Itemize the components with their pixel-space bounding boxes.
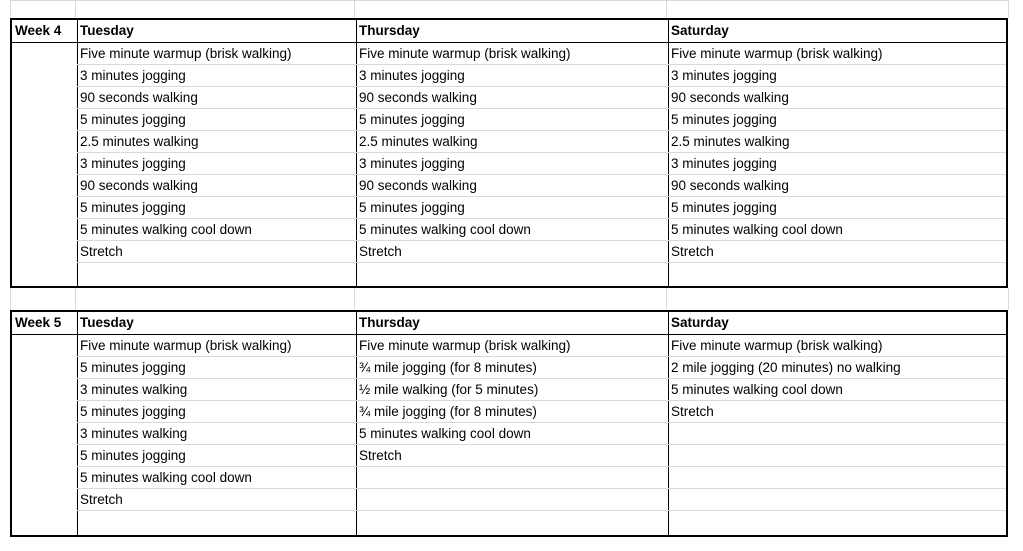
workout-step[interactable]: Stretch <box>668 241 1006 263</box>
workout-step[interactable]: 90 seconds walking <box>668 175 1006 197</box>
workout-step[interactable]: 3 minutes walking <box>77 423 356 445</box>
workout-step[interactable]: 5 minutes jogging <box>77 109 356 131</box>
workout-step[interactable]: Stretch <box>77 241 356 263</box>
empty-cell[interactable] <box>356 467 668 489</box>
workout-step[interactable]: 3 minutes jogging <box>668 65 1006 87</box>
empty-cell[interactable] <box>668 511 1006 533</box>
day-header[interactable]: Thursday <box>356 20 668 43</box>
gridline <box>75 288 76 310</box>
week-5-block <box>10 310 1008 537</box>
day-column-saturday <box>668 20 1006 286</box>
workout-step[interactable]: Five minute warmup (brisk walking) <box>668 335 1006 357</box>
workout-step[interactable]: 3 minutes jogging <box>77 153 356 175</box>
workout-step[interactable]: Stretch <box>77 489 356 511</box>
empty-cell[interactable] <box>668 263 1006 285</box>
empty-cell[interactable] <box>668 467 1006 489</box>
workout-step[interactable]: 90 seconds walking <box>77 175 356 197</box>
empty-cell[interactable] <box>356 489 668 511</box>
gridline <box>666 288 667 310</box>
workout-step[interactable]: 5 minutes walking cool down <box>356 423 668 445</box>
gridline <box>10 288 11 310</box>
workout-step[interactable]: 5 minutes jogging <box>77 357 356 379</box>
workout-step[interactable]: 90 seconds walking <box>77 87 356 109</box>
empty-cell[interactable] <box>668 423 1006 445</box>
workout-step[interactable]: ¾ mile jogging (for 8 minutes) <box>356 401 668 423</box>
empty-cell[interactable] <box>77 511 356 533</box>
workout-step[interactable]: 5 minutes jogging <box>77 197 356 219</box>
workout-step[interactable]: 3 minutes jogging <box>77 65 356 87</box>
workout-step[interactable]: 2.5 minutes walking <box>356 131 668 153</box>
workout-step[interactable]: Stretch <box>668 401 1006 423</box>
week-label-column <box>12 312 78 535</box>
day-column-thursday <box>356 312 669 535</box>
empty-cell[interactable] <box>356 263 668 285</box>
workout-step[interactable]: 5 minutes walking cool down <box>668 379 1006 401</box>
workout-step[interactable]: 5 minutes jogging <box>77 445 356 467</box>
gridline <box>1008 288 1009 310</box>
workout-step[interactable]: 5 minutes walking cool down <box>77 219 356 241</box>
workout-step[interactable]: ¾ mile jogging (for 8 minutes) <box>356 357 668 379</box>
week-label[interactable]: Week 4 <box>12 20 77 43</box>
day-header[interactable]: Saturday <box>668 312 1006 335</box>
gridline <box>10 0 11 18</box>
workout-step[interactable]: 2 mile jogging (20 minutes) no walking <box>668 357 1006 379</box>
gridline <box>354 288 355 310</box>
workout-step[interactable]: 5 minutes jogging <box>668 197 1006 219</box>
workout-step[interactable]: 2.5 minutes walking <box>668 131 1006 153</box>
workout-step[interactable]: 5 minutes jogging <box>668 109 1006 131</box>
day-column-tuesday <box>77 20 357 286</box>
workout-step[interactable]: 3 minutes walking <box>77 379 356 401</box>
week-label[interactable]: Week 5 <box>12 312 77 335</box>
workout-step[interactable]: 90 seconds walking <box>356 87 668 109</box>
workout-step[interactable]: 5 minutes walking cool down <box>668 219 1006 241</box>
workout-step[interactable]: 5 minutes walking cool down <box>77 467 356 489</box>
workout-step[interactable]: Five minute warmup (brisk walking) <box>77 335 356 357</box>
workout-step[interactable]: 3 minutes jogging <box>356 65 668 87</box>
workout-step[interactable]: Stretch <box>356 445 668 467</box>
workout-step[interactable]: Five minute warmup (brisk walking) <box>77 43 356 65</box>
workout-step[interactable]: 3 minutes jogging <box>668 153 1006 175</box>
day-header[interactable]: Thursday <box>356 312 668 335</box>
workout-step[interactable]: ½ mile walking (for 5 minutes) <box>356 379 668 401</box>
empty-cell[interactable] <box>668 489 1006 511</box>
day-column-saturday <box>668 312 1006 535</box>
gridline <box>354 0 355 18</box>
workout-step[interactable]: 5 minutes jogging <box>77 401 356 423</box>
day-header[interactable]: Saturday <box>668 20 1006 43</box>
day-header[interactable]: Tuesday <box>77 312 356 335</box>
workout-step[interactable]: 90 seconds walking <box>668 87 1006 109</box>
gridline <box>75 0 76 18</box>
week-label-column <box>12 20 78 286</box>
workout-step[interactable]: Stretch <box>356 241 668 263</box>
gridline <box>10 0 1009 1</box>
empty-cell[interactable] <box>77 263 356 285</box>
workout-step[interactable]: 5 minutes jogging <box>356 109 668 131</box>
empty-cell[interactable] <box>668 445 1006 467</box>
gridline <box>666 0 667 18</box>
workout-step[interactable]: 5 minutes walking cool down <box>356 219 668 241</box>
day-column-thursday <box>356 20 669 286</box>
workout-step[interactable]: 2.5 minutes walking <box>77 131 356 153</box>
day-column-tuesday <box>77 312 357 535</box>
workout-step[interactable]: 3 minutes jogging <box>356 153 668 175</box>
empty-cell[interactable] <box>356 511 668 533</box>
day-header[interactable]: Tuesday <box>77 20 356 43</box>
workout-step[interactable]: Five minute warmup (brisk walking) <box>356 43 668 65</box>
workout-step[interactable]: 90 seconds walking <box>356 175 668 197</box>
workout-step[interactable]: Five minute warmup (brisk walking) <box>356 335 668 357</box>
workout-step[interactable]: 5 minutes jogging <box>356 197 668 219</box>
week-4-block <box>10 18 1008 288</box>
workout-step[interactable]: Five minute warmup (brisk walking) <box>668 43 1006 65</box>
gridline <box>1008 0 1009 18</box>
